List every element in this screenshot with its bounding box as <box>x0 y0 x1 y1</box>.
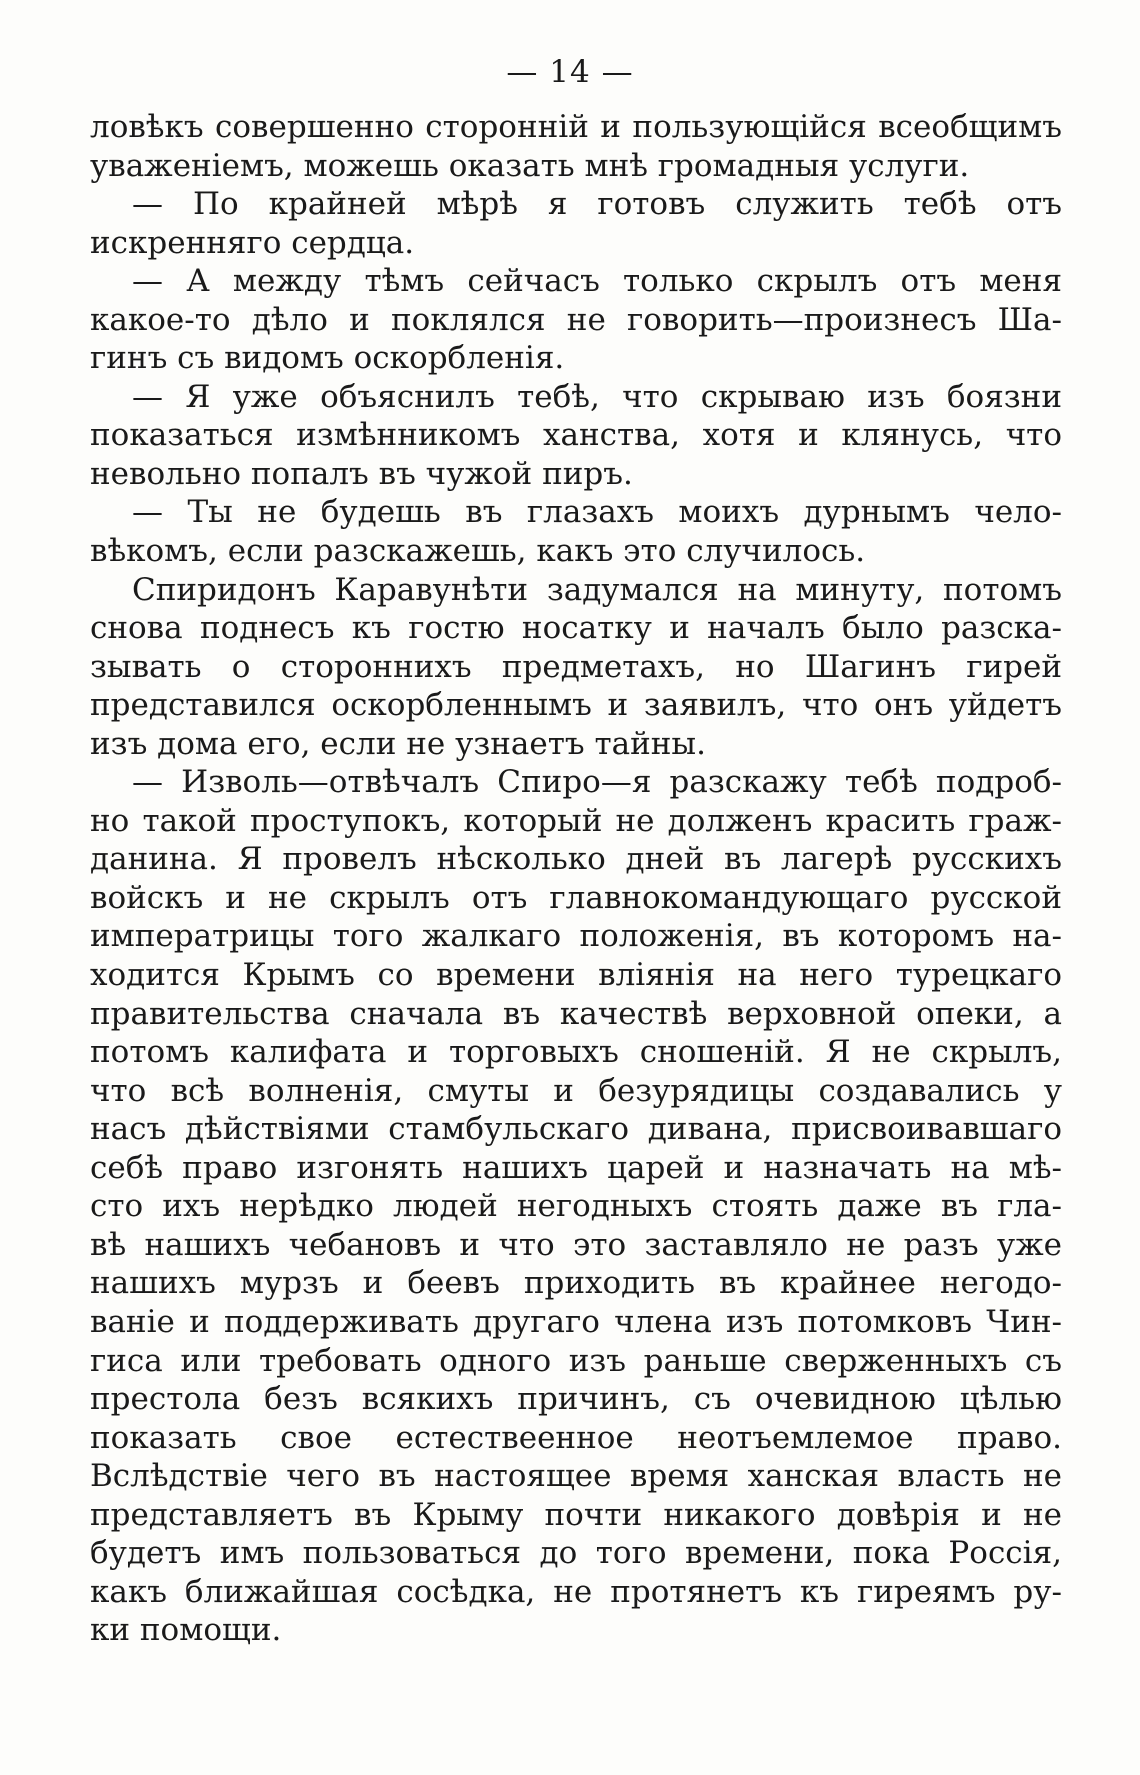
text-line: себѣ право изгонять нашихъ царей и назначать на мѣ- <box>90 1149 1062 1186</box>
text-line: потомъ калифата и торговыхъ сношеній. Я не скрылъ, <box>90 1034 1062 1071</box>
text-line: какъ ближайшая сосѣдка, не протянетъ къ гиреямъ ру- <box>90 1573 1062 1610</box>
text-line: — По крайней мѣрѣ я готовъ служить тебѣ отъ <box>132 186 1062 223</box>
text-line: императрицы того жалкаго положенія, въ которомъ на- <box>90 918 1062 955</box>
text-line: сто ихъ нерѣдко людей негодныхъ стоять даже въ гла- <box>90 1188 1062 1225</box>
text-line: — Я уже объяснилъ тебѣ, что скрываю изъ боязни <box>132 378 1062 415</box>
text-line: гиса или требовать одного изъ раньше сверженныхъ съ <box>90 1342 1062 1379</box>
text-line: вѣкомъ, если разскажешь, какъ это случилось. <box>90 533 866 570</box>
text-line: представился оскорбленнымъ и заявилъ, что онъ уйдетъ <box>90 687 1062 724</box>
text-line: правительства сначала въ качествѣ верховной опеки, а <box>90 995 1062 1032</box>
text-line: представляетъ въ Крыму почти никакого довѣрія и не <box>90 1496 1062 1533</box>
text-line: нашихъ мурзъ и беевъ приходить въ крайнее негодо- <box>90 1265 1062 1302</box>
text-line: — Ты не будешь въ глазахъ моихъ дурнымъ чело- <box>132 494 1062 531</box>
text-line: гинъ съ видомъ оскорбленія. <box>90 340 565 377</box>
text-line: будетъ имъ пользоваться до того времени, пока Россія, <box>90 1535 1062 1572</box>
text-line: данина. Я провелъ нѣсколько дней въ лагерѣ русскихъ <box>90 841 1062 878</box>
body-text <box>90 108 1062 1650</box>
text-line: вѣ нашихъ чебановъ и что это заставляло не разъ уже <box>90 1226 1062 1263</box>
text-line: снова поднесъ къ гостю носатку и началъ было разска- <box>90 610 1062 647</box>
text-line: изъ дома его, если не узнаетъ тайны. <box>90 725 706 762</box>
text-line: уваженіемъ, можешь оказать мнѣ громадныя услуги. <box>90 147 970 184</box>
text-line: невольно попалъ въ чужой пиръ. <box>90 455 633 492</box>
text-line: — Изволь—отвѣчалъ Спиро—я разскажу тебѣ подроб- <box>132 764 1062 801</box>
text-line: показаться измѣнникомъ ханства, хотя и клянусь, что <box>90 417 1062 454</box>
text-line: какое-то дѣло и поклялся не говорить—произнесъ Ша- <box>90 301 1062 338</box>
text-line: ходится Крымъ со времени вліянія на него турецкаго <box>90 957 1062 994</box>
text-line: престола безъ всякихъ причинъ, съ очевидною цѣлью <box>90 1381 1062 1418</box>
text-line: зывать о стороннихъ предметахъ, но Шагинъ гирей <box>90 648 1062 685</box>
page-number: — 14 — <box>506 54 634 90</box>
text-line: насъ дѣйствіями стамбульскаго дивана, присвоивавшаго <box>90 1111 1062 1148</box>
text-line: ловѣкъ совершенно сторонній и пользующійся всеобщимъ <box>90 109 1062 145</box>
text-line: ки помощи. <box>90 1612 282 1649</box>
text-line: показать свое естествеенное неотъемлемое право. <box>90 1419 1062 1456</box>
text-line: искренняго сердца. <box>90 224 415 261</box>
text-line: — А между тѣмъ сейчасъ только скрылъ отъ меня <box>132 263 1062 300</box>
text-line: войскъ и не скрылъ отъ главнокомандующаго русской <box>90 879 1062 916</box>
text-line: что всѣ волненія, смуты и безурядицы создавались у <box>90 1072 1062 1109</box>
text-line: Спиридонъ Каравунѣти задумался на минуту, потомъ <box>132 571 1062 608</box>
text-line: Вслѣдствіе чего въ настоящее время ханская власть не <box>90 1458 1062 1495</box>
text-line: но такой проступокъ, который не долженъ красить граж- <box>90 802 1062 839</box>
text-line: ваніе и поддерживать другаго члена изъ потомковъ Чин- <box>90 1303 1062 1340</box>
